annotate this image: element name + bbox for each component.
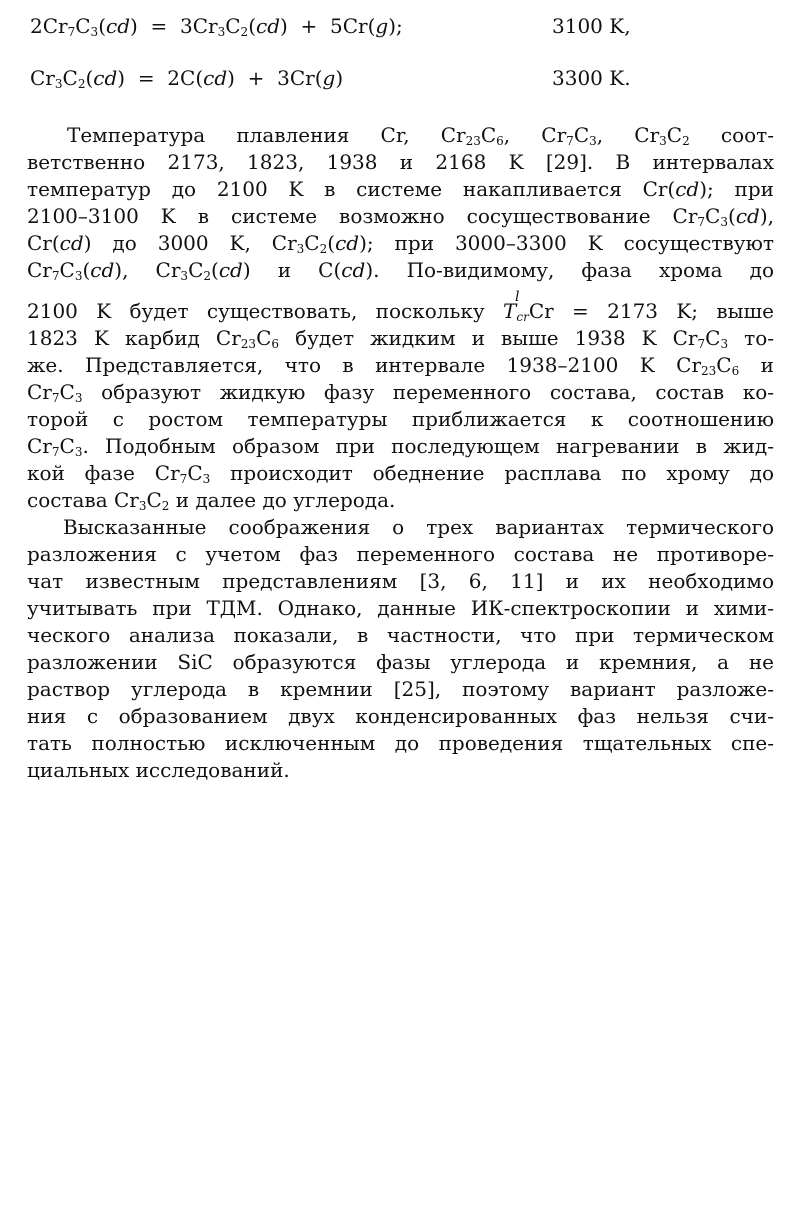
text-line: же. Представляется, что в интервале 1938–2100 K $Cr_{23}C_6$ и bbox=[27, 353, 774, 378]
text-line: ветственно 2173, 1823, 1938 и 2168 K [29]. В интервалах bbox=[27, 150, 774, 174]
text-line: тать полностью исключенным до проведения тщательных спе- bbox=[27, 731, 774, 755]
text-line: Температура плавления Cr, $Cr_{23}C_6$, $Cr_7C_3$, $Cr_3C_2$ соот- bbox=[67, 123, 774, 148]
equation-1-formula: $2Cr_7C_3(cd) = 3Cr_3C_2(cd) + 5Cr(g)$; bbox=[30, 14, 403, 39]
equation-1-temperature: 3100 K, bbox=[552, 14, 631, 38]
text-line: состава $Cr_3C_2$ и далее до углерода. bbox=[27, 488, 396, 513]
text-line: раствор углерода в кремнии [25], поэтому вариант разложе- bbox=[27, 677, 774, 701]
text-line: $Cr_7C_3$. Подобным образом при последующем нагревании в жид- bbox=[27, 434, 774, 459]
text-line: 2100 K будет существовать, поскольку T l $_{cr}$Cr = 2173 K; выше bbox=[27, 298, 774, 325]
equation-2 bbox=[30, 66, 631, 91]
text-line: $Cr_7C_3$ образуют жидкую фазу переменного состава, состав ко- bbox=[27, 380, 774, 405]
text-line: торой с ростом температуры приближается к соотношению bbox=[27, 407, 774, 431]
text-line: чат известным представлениям [3, 6, 11] и их необходимо bbox=[27, 569, 774, 593]
body-text bbox=[27, 122, 774, 784]
equation-1 bbox=[30, 14, 631, 39]
text-line: учитывать при ТДМ. Однако, данные ИК-спектроскопии и хими- bbox=[27, 596, 774, 620]
text-line: Высказанные соображения о трех вариантах термического bbox=[63, 515, 774, 539]
text-line: температур до 2100 K в системе накапливается Cr(cd); при bbox=[27, 177, 774, 201]
text-line: разложении SiC образуются фазы углерода и кремния, а не bbox=[27, 650, 774, 674]
text-line: Cr(cd) до 3000 K, $Cr_3C_2(cd)$; при 3000–3300 K сосуществуют bbox=[27, 231, 774, 256]
text-line: $Cr_7C_3(cd)$, $Cr_3C_2(cd)$ и C(cd). По-видимому, фаза хрома до bbox=[27, 258, 774, 283]
equation-2-temperature: 3300 K. bbox=[552, 66, 631, 90]
text-line: 2100–3100 K в системе возможно сосуществование $Cr_7C_3(cd)$, bbox=[27, 204, 774, 229]
text-line: кой фазе $Cr_7C_3$ происходит обеднение расплава по хрому до bbox=[27, 461, 774, 486]
text-line: разложения с учетом фаз переменного состава не противоре- bbox=[27, 542, 774, 566]
text-line: ния с образованием двух конденсированных фаз нельзя счи- bbox=[27, 704, 774, 728]
melting-point-symbol: T l $_{cr}$ bbox=[503, 289, 529, 324]
equation-2-formula: $Cr_3C_2(cd) = 2C(cd) + 3Cr(g)$ bbox=[30, 66, 344, 91]
text-line: циальных исследований. bbox=[27, 758, 290, 782]
text-line: ческого анализа показали, в частности, что при термическом bbox=[27, 623, 774, 647]
text-line: 1823 K карбид $Cr_{23}C_6$ будет жидким и выше 1938 K $Cr_7C_3$ то- bbox=[27, 326, 774, 351]
